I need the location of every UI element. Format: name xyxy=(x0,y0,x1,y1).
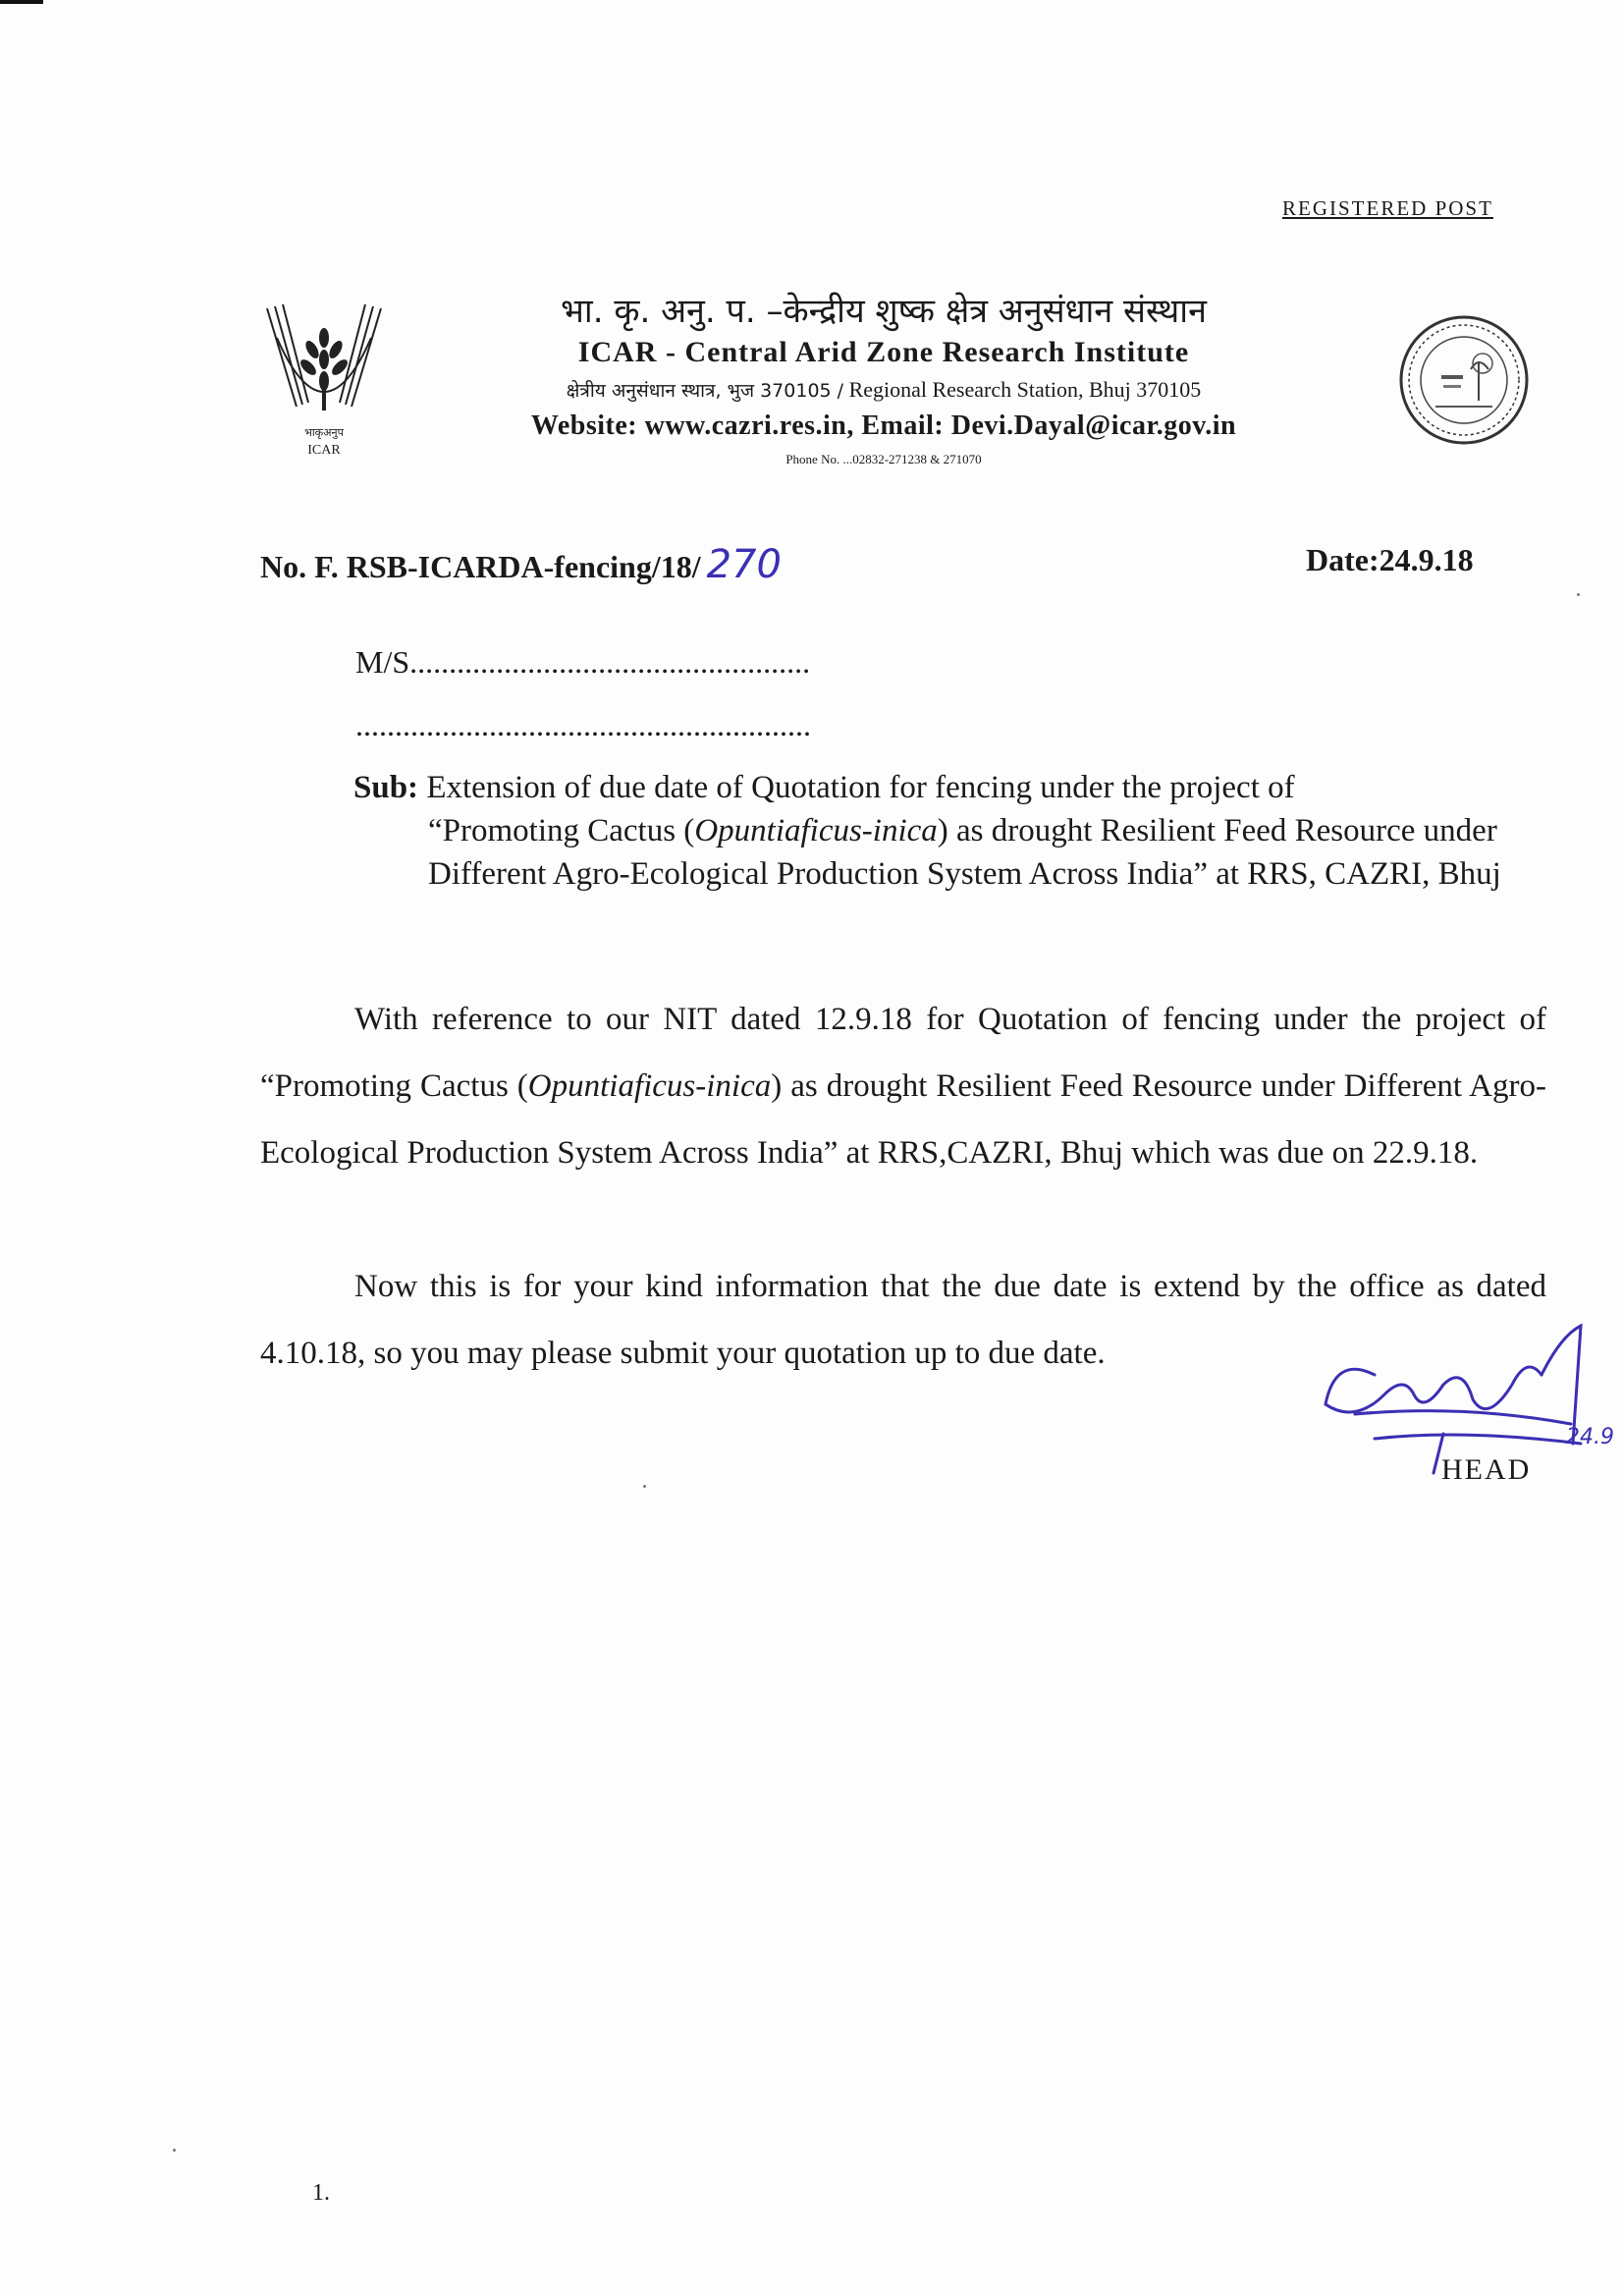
subject-label: Sub: xyxy=(353,770,419,805)
subject-text-a: “Promoting Cactus ( xyxy=(428,813,695,848)
scan-speck xyxy=(1577,593,1580,596)
station-line xyxy=(393,377,1375,403)
logo-caption: ICAR xyxy=(307,443,341,458)
wheat-logo-icon xyxy=(257,299,391,462)
letter-date: Date:24.9.18 xyxy=(1306,542,1474,577)
reference-number-text: No. F. RSB-ICARDA-fencing/18/ xyxy=(260,549,701,584)
para1-species-name: Opuntiaficus-inica xyxy=(527,1068,772,1104)
station-english: Regional Research Station, Bhuj 370105 xyxy=(848,377,1202,402)
addressee-line-2: .......................................................... xyxy=(355,707,811,742)
scan-corner-mark xyxy=(0,0,43,4)
signature-date: 24.9 xyxy=(1566,1425,1614,1449)
subject-text-b: ) as drought Resilient Feed Resource under Different Agro-Ecological Production System Across India” at RRS, CAZRI, Bhuj xyxy=(428,813,1501,892)
icar-logo xyxy=(257,299,391,462)
para1-text-a: With reference to our NIT dated 12.9.18 for Quotation of fencing under the project of “Promoting Cactus ( xyxy=(260,1002,1546,1104)
page-number: 1. xyxy=(312,2180,330,2206)
signatory-title: HEAD xyxy=(1441,1453,1532,1486)
website-email-line: Website: www.cazri.res.in, Email: Devi.Dayal@icar.gov.in xyxy=(530,410,1237,441)
institute-name: ICAR - Central Arid Zone Research Institute xyxy=(577,336,1190,368)
body-paragraph-2: Now this is for your kind information that the due date is extend by the office as dated 4.10.18, so you may please submit your quotation up to due date. xyxy=(260,1269,1546,1371)
subject-species-name: Opuntiaficus-inica xyxy=(694,813,938,848)
handwritten-ref-number: 270 xyxy=(706,542,782,587)
logo-caption-hindi: भाकृअनुप xyxy=(304,426,344,439)
scan-speck xyxy=(643,1485,646,1488)
cazri-seal xyxy=(1396,312,1532,448)
subject-block xyxy=(353,766,1512,896)
subject-continuation xyxy=(353,809,1512,896)
registered-post-label: REGISTERED POST xyxy=(1282,196,1493,220)
phone-line: Phone No. ...02832-271238 & 271070 xyxy=(785,452,982,466)
scan-speck xyxy=(173,2149,176,2152)
body-paragraph-1 xyxy=(260,986,1546,1186)
station-hindi: क्षेत्रीय अनुसंधान स्थात्र, भुज 370105 / xyxy=(566,380,844,402)
addressee-line-1: M/S................................................... xyxy=(355,644,811,680)
reference-number xyxy=(260,542,782,587)
institute-hindi-name: भा. कृ. अनु. प. –केन्द्रीय शुष्क क्षेत्र अनुसंधान संस्थान xyxy=(561,292,1207,331)
para1-text-b: ) as drought Resilient Feed Resource under Different Agro-Ecological Production System Across India” at RRS,CAZRI, Bhuj which was due on 22.9.18. xyxy=(260,1068,1546,1171)
seal-icon xyxy=(1396,312,1532,448)
subject-line-1: Extension of due date of Quotation for fencing under the project of xyxy=(426,770,1295,805)
